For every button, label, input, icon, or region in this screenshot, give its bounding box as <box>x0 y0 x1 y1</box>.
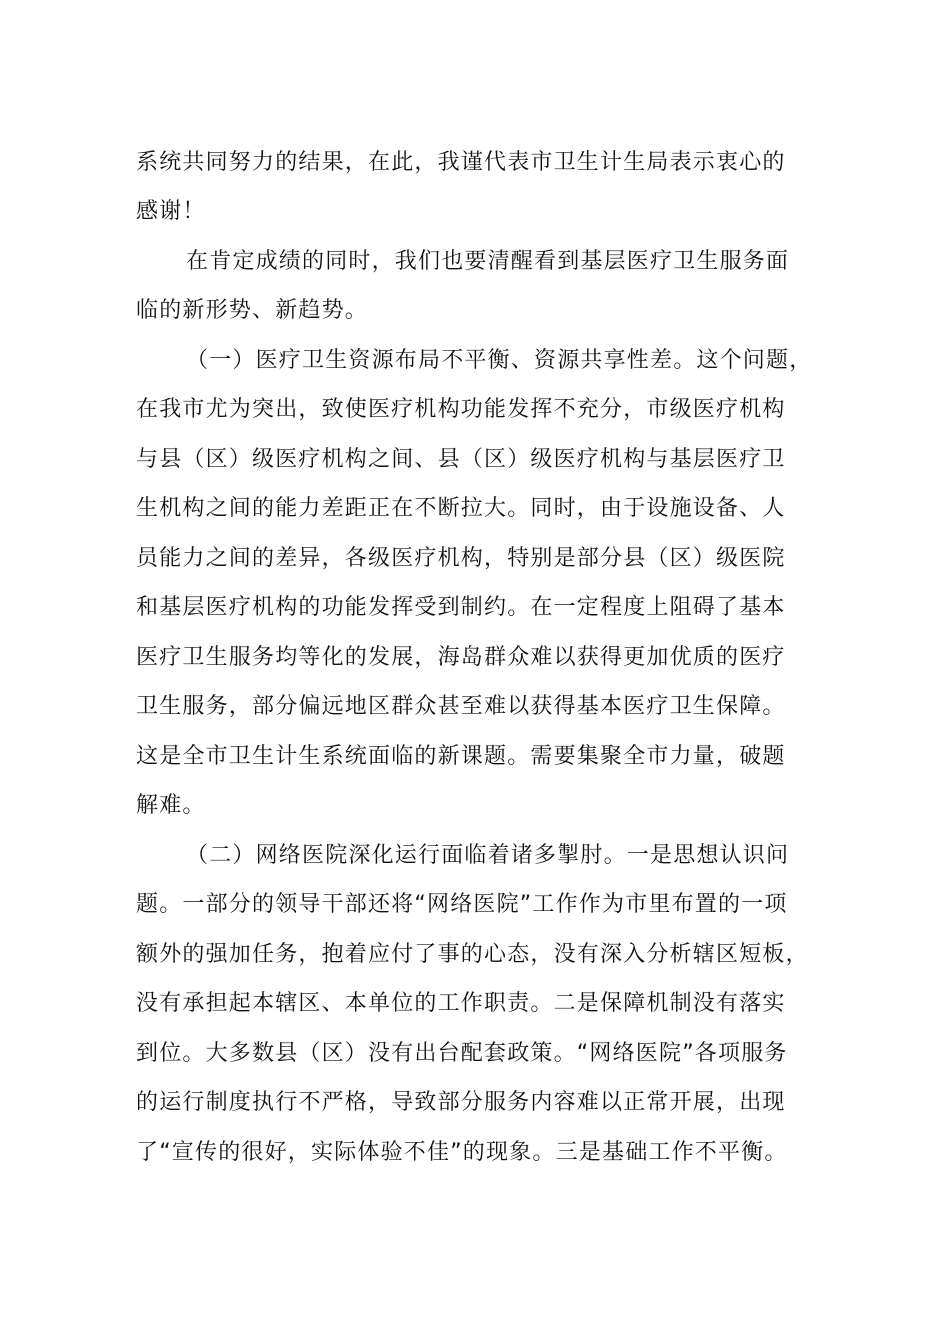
text-line: 系统共同努力的结果，在此，我谨代表市卫生计生局表示衷心的 <box>136 150 786 175</box>
text-line: 感谢！ <box>136 199 206 224</box>
text-line: 临的新形势、新趋势。 <box>136 298 369 323</box>
paragraph-start-line: 在肯定成绩的同时，我们也要清醒看到基层医疗卫生服务面 <box>186 249 790 274</box>
text-line: 了“宣传的很好，实际体验不佳”的现象。三是基础工作不平衡。 <box>136 1140 788 1165</box>
text-line: 额外的强加任务，抱着应付了事的心态，没有深入分析辖区短板， <box>136 942 809 967</box>
text-line: 题。一部分的领导干部还将“网络医院”工作作为市里布置的一项 <box>136 892 788 917</box>
text-line: 没有承担起本辖区、本单位的工作职责。二是保障机制没有落实 <box>136 991 786 1016</box>
text-line: 与县（区）级医疗机构之间、县（区）级医疗机构与基层医疗卫 <box>136 447 786 472</box>
text-line: 医疗卫生服务均等化的发展，海岛群众难以获得更加优质的医疗 <box>136 645 786 670</box>
text-line: 的运行制度执行不严格，导致部分服务内容难以正常开展，出现 <box>136 1090 786 1115</box>
text-line: 这是全市卫生计生系统面临的新课题。需要集聚全市力量，破题 <box>136 744 786 769</box>
text-line: 解难。 <box>136 793 206 818</box>
section-heading-line: （二）网络医院深化运行面临着诸多掣肘。一是思想认识问 <box>186 843 790 868</box>
text-line: 卫生服务，部分偏远地区群众甚至难以获得基本医疗卫生保障。 <box>136 694 786 719</box>
section-heading-line: （一）医疗卫生资源布局不平衡、资源共享性差。这个问题， <box>186 348 813 373</box>
text-line: 生机构之间的能力差距正在不断拉大。同时，由于设施设备、人 <box>136 496 786 521</box>
text-line: 和基层医疗机构的功能发挥受到制约。在一定程度上阻碍了基本 <box>136 595 786 620</box>
text-line: 到位。大多数县（区）没有出台配套政策。“网络医院”各项服务 <box>136 1041 788 1066</box>
text-line: 在我市尤为突出，致使医疗机构功能发挥不充分，市级医疗机构 <box>136 397 786 422</box>
text-line: 员能力之间的差异，各级医疗机构，特别是部分县（区）级医院 <box>136 546 786 571</box>
